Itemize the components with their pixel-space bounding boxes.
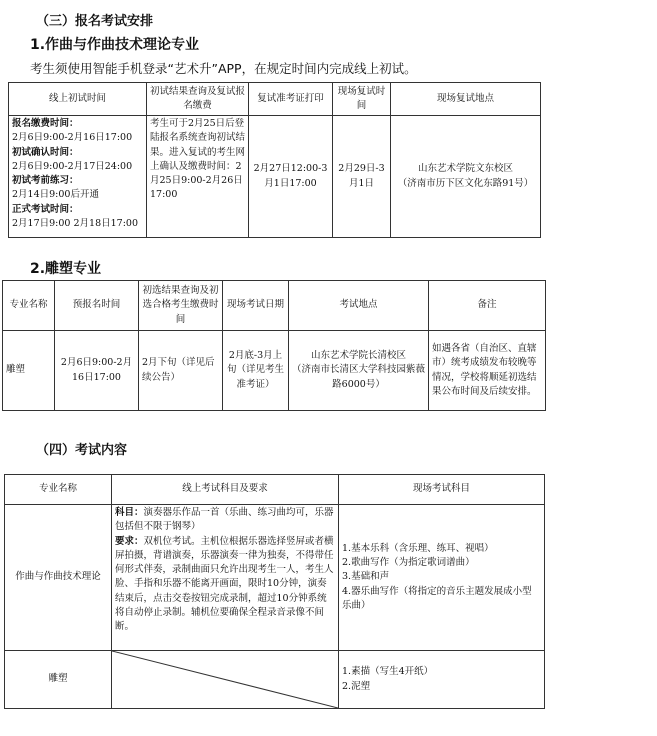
practice-label: 初试考前练习：: [12, 175, 79, 186]
header-remark: 备注: [429, 281, 546, 331]
header-online-initial-time: 线上初试时间: [9, 83, 147, 116]
major1-schedule-table: [8, 82, 541, 238]
cell-result-payment: 2月下旬（详见后续公告）: [139, 331, 223, 411]
sculpture-onsite-1: 1.素描（写生4开纸）: [342, 666, 434, 678]
cell-sculpture-onsite: [339, 651, 545, 709]
onsite-subject-3: 3.基础和声: [342, 571, 390, 583]
cell-result-query: 考生可于2月25日后登陆报名系统查询初试结果。进入复试的考生网上确认及缴费时间：2月25日9:00-2月26日17:00: [147, 116, 249, 238]
cell-onsite-time: 2月29日-3月1日: [333, 116, 391, 238]
confirm-label: 初试确认时间：: [12, 146, 79, 158]
header-major-name: 专业名称: [3, 281, 55, 331]
major1-heading: 1.作曲与作曲技术理论专业: [30, 37, 200, 53]
header-onsite-location: 现场复试地点: [391, 83, 541, 116]
exam-location-line2: （济南市长清区大学科技园紫薇路6000号）: [292, 364, 426, 390]
cell-online-initial-time: [9, 116, 147, 238]
header-exam-date: 现场考试日期: [223, 281, 289, 331]
header-prereg-time: 预报名时间: [55, 281, 139, 331]
cell-remark: 如遇各省（自治区、直辖市）统考成绩发布较晚等情况，学校将顺延初选结果公布时间及后续安排。: [429, 331, 546, 411]
major1-intro: 考生须使用智能手机登录“艺术升”APP，在规定时间内完成线上初试。: [30, 61, 417, 76]
cell-composition-name: 作曲与作曲技术理论: [5, 505, 112, 651]
fee-value: 2月6日9:00-2月16日17:00: [12, 132, 133, 144]
diagonal-line: [112, 651, 338, 708]
cell-composition-onsite: [339, 505, 545, 651]
header-onsite-subjects: 现场考试科目: [339, 475, 545, 505]
exam-value: 2月17日9:00 2月18日17:00: [12, 217, 138, 229]
major2-schedule-table: [2, 280, 546, 411]
exam-location-line1: 山东艺术学院长清校区: [310, 350, 406, 362]
cell-prereg-time: 2月6日9:00-2月16日17:00: [55, 331, 139, 411]
cell-exam-location: [289, 331, 429, 411]
location-line2: （济南市历下区文化东路91号）: [397, 177, 534, 189]
location-line1: 山东艺术学院文东校区: [417, 163, 513, 175]
header-onsite-time: 现场复试时间: [333, 83, 391, 116]
onsite-subject-2: 2.歌曲写作（为指定歌词谱曲）: [342, 557, 475, 569]
cell-onsite-location: [391, 116, 541, 238]
section-heading-arrangement: （三）报名考试安排: [36, 14, 154, 29]
section-heading-content: （四）考试内容: [36, 443, 128, 458]
cell-sculpture-online-empty: [112, 651, 339, 709]
header-online-subjects: 线上考试科目及要求: [112, 475, 339, 505]
header-exam-location: 考试地点: [289, 281, 429, 331]
major2-heading: 2.雕塑专业: [30, 261, 102, 277]
cell-exam-date: 2月底-3月上旬（详见考生准考证）: [223, 331, 289, 411]
subject-text: 演奏器乐作品一首（乐曲、练习曲均可，乐器包括但不限于钢琴）: [115, 507, 334, 533]
requirement-text: 双机位考试。主机位根据乐器选择竖屏或者横屏拍摄，背谱演奏，乐器演奏一律为独奏，不得带任何形式伴奏，录制曲面只允许出现考生一人，考生人脸、手指和乐器不能离开画面，限时10分钟，演奏结束后，点击交卷按钮完成录制，超过10分钟系统将自动停止录制。辅机位要确保全程录音录像不间断。: [115, 535, 334, 632]
header-result-query: 初试结果查询及复试报名缴费: [147, 83, 249, 116]
header-major-name: 专业名称: [5, 475, 112, 505]
cell-sculpture-name: 雕塑: [5, 651, 112, 709]
onsite-subject-4: 4.器乐曲写作（将指定的音乐主题发展成小型乐曲）: [342, 585, 532, 611]
cell-major-name: 雕塑: [3, 331, 55, 411]
exam-content-table: [4, 474, 545, 709]
cell-admission-print: 2月27日12:00-3月1日17:00: [249, 116, 333, 238]
practice-value: 2月14日9:00后开通: [12, 189, 99, 201]
header-result-payment: 初选结果查询及初选合格考生缴费时间: [139, 281, 223, 331]
requirement-label: 要求：: [115, 535, 144, 547]
cell-composition-online: [112, 505, 339, 651]
exam-label: 正式考试时间：: [12, 203, 79, 215]
subject-label: 科目：: [115, 507, 144, 518]
onsite-subject-1: 1.基本乐科（含乐理、练耳、视唱）: [342, 542, 494, 554]
header-admission-print: 复试准考证打印: [249, 83, 333, 116]
fee-label: 报名缴费时间：: [12, 118, 79, 129]
confirm-value: 2月6日9:00-2月17日24:00: [12, 160, 133, 172]
sculpture-onsite-2: 2.泥塑: [342, 680, 371, 692]
